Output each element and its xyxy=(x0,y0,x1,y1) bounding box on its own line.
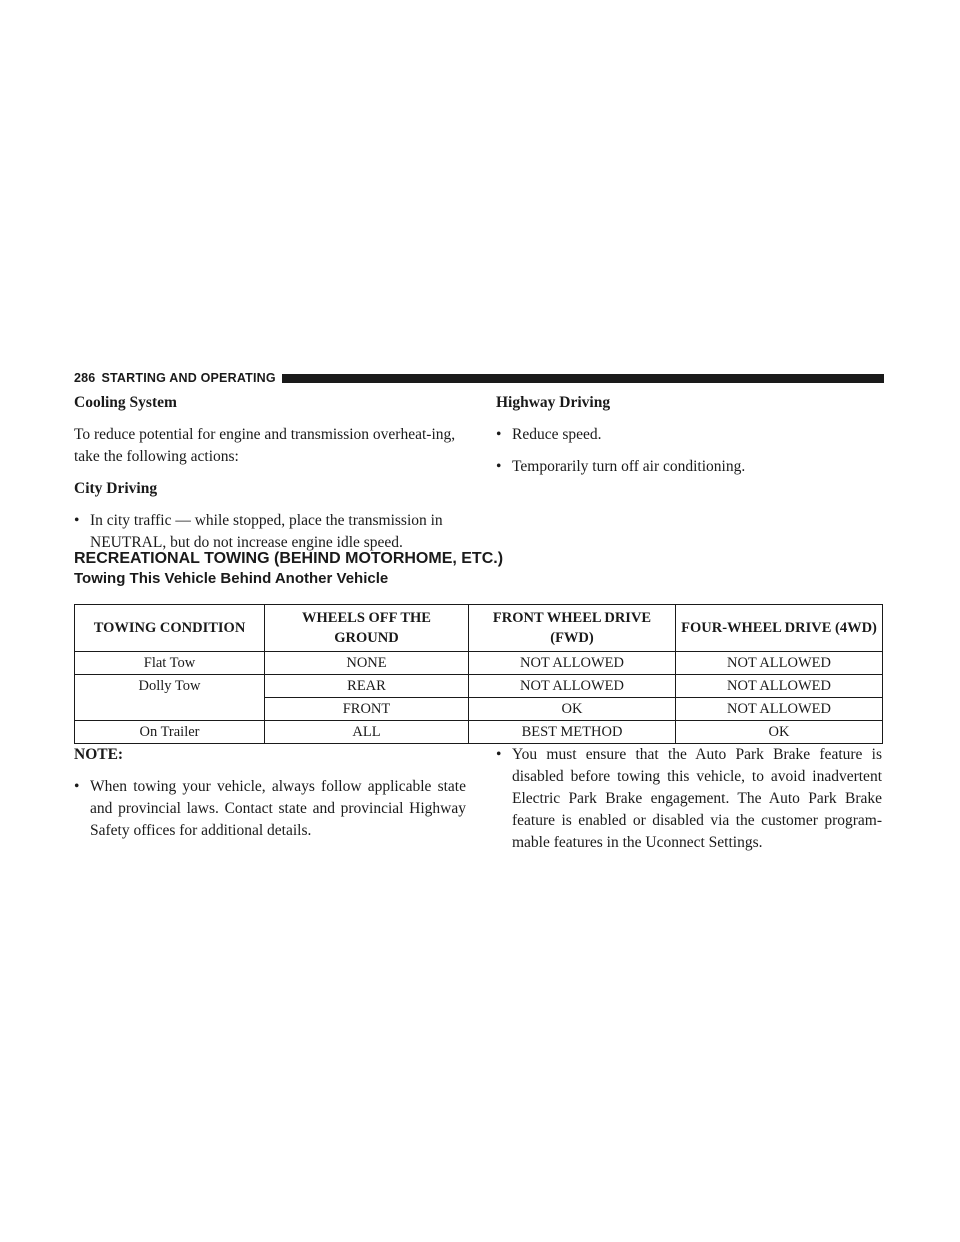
table-cell: NOT ALLOWED xyxy=(676,698,883,721)
list-item-text: In city traffic — while stopped, place the transmission in NEUTRAL, but do not increase engine idle speed. xyxy=(90,512,443,551)
notes-right-column xyxy=(496,744,882,864)
table-cell xyxy=(75,698,265,721)
column-header: WHEELS OFF THE GROUND xyxy=(265,605,469,652)
table-cell: NOT ALLOWED xyxy=(676,675,883,698)
table-cell: FRONT xyxy=(265,698,469,721)
table-cell: OK xyxy=(676,721,883,744)
towing-table xyxy=(74,604,883,744)
table-cell: Dolly Tow xyxy=(75,675,265,698)
bullet-icon: • xyxy=(74,778,80,795)
table-cell: NOT ALLOWED xyxy=(676,652,883,675)
page-number: 286 xyxy=(74,371,96,385)
list-item-text: Reduce speed. xyxy=(512,426,602,443)
list-item-text: You must ensure that the Auto Park Brake feature is disabled before towing this vehicle, to avoid inadvertent Electric Park Brake engagement. The Auto Park Brake feature is enabled or disabled via the customer program-mable features in the Uconnect Settings. xyxy=(512,746,882,851)
table-cell: BEST METHOD xyxy=(469,721,676,744)
table-cell: ALL xyxy=(265,721,469,744)
cooling-intro-text: To reduce potential for engine and transmission overheat-ing, take the following actions: xyxy=(74,426,456,465)
table-cell: On Trailer xyxy=(75,721,265,744)
column-header: TOWING CONDITION xyxy=(75,605,265,652)
table-header-row xyxy=(75,605,883,652)
table-cell: REAR xyxy=(265,675,469,698)
table-cell: Flat Tow xyxy=(75,652,265,675)
recreational-towing-heading: RECREATIONAL TOWING (BEHIND MOTORHOME, ETC.) xyxy=(74,550,504,567)
table-row xyxy=(75,698,883,721)
header-rule xyxy=(282,374,884,383)
table-cell: NONE xyxy=(265,652,469,675)
table-row xyxy=(75,652,883,675)
column-header: FOUR-WHEEL DRIVE (4WD) xyxy=(676,605,883,652)
right-column xyxy=(496,392,886,488)
note-heading: NOTE: xyxy=(74,746,124,763)
highway-driving-heading: Highway Driving xyxy=(496,394,611,411)
bullet-icon: • xyxy=(496,458,502,475)
list-item-text: Temporarily turn off air conditioning. xyxy=(512,458,746,475)
left-column xyxy=(74,392,466,564)
table-row xyxy=(75,721,883,744)
notes-left-column xyxy=(74,744,466,852)
table-cell: NOT ALLOWED xyxy=(469,652,676,675)
list-item xyxy=(496,424,886,446)
bullet-icon: • xyxy=(74,512,80,529)
towing-subheading: Towing This Vehicle Behind Another Vehicle xyxy=(74,570,389,587)
list-item xyxy=(496,744,882,854)
column-header: FRONT WHEEL DRIVE (FWD) xyxy=(469,605,676,652)
page-header xyxy=(74,371,884,385)
bullet-icon: • xyxy=(496,746,502,763)
list-item xyxy=(74,510,466,554)
list-item xyxy=(496,456,886,478)
table-row xyxy=(75,675,883,698)
table-cell: OK xyxy=(469,698,676,721)
list-item-text: When towing your vehicle, always follow applicable state and provincial laws. Contact state and provincial Highway Safety offices for additional details. xyxy=(90,778,466,839)
section-title: STARTING AND OPERATING xyxy=(101,371,276,385)
list-item xyxy=(74,776,466,842)
bullet-icon: • xyxy=(496,426,502,443)
cooling-system-heading: Cooling System xyxy=(74,394,177,411)
table-cell: NOT ALLOWED xyxy=(469,675,676,698)
city-driving-heading: City Driving xyxy=(74,480,158,497)
